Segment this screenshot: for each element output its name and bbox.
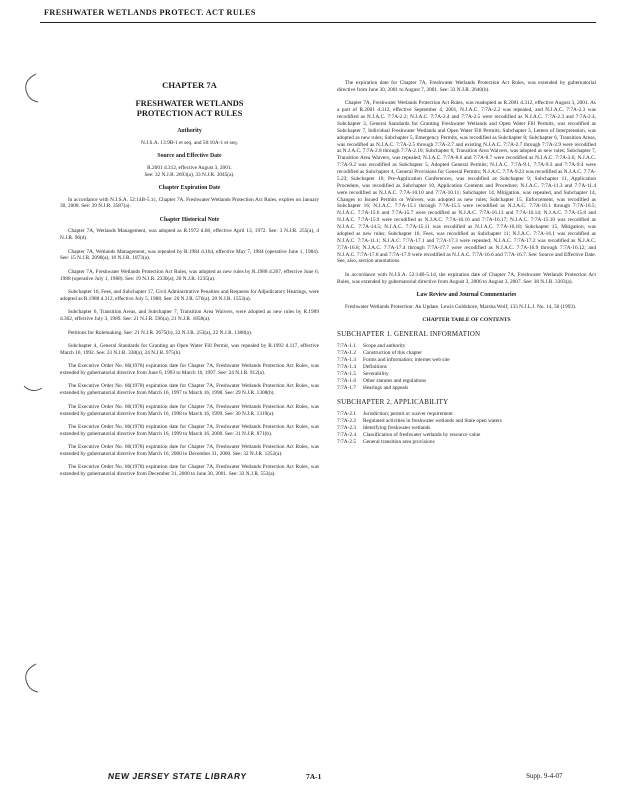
readoption-paragraph: Chapter 7A, Freshwater Wetlands Protection Act Rules, was readopted as R.2001 d.312, effective August 3, 2001. As a part of R.2001 d.312, effective September 4, 2001, N.J.A.C. 7:7A-2.2 was repealed, and N.J.A.C. 7:7A-2.3 was recodified as N.J.A.C. 7:7A-2.2; N.J.A.C. 7:7A-2.4 and 7:7A-2.5 were recodified as N.J.A.C. 7:7A-2.3 and 7:7A-2.4, Subchapter 3, General Standards for Granting Freshwater Wetlands and Open Water Fill Permits, was recodified as Subchapter 7, Individual Freshwater Wetlands and Open Water Fill Permits; Subchapter 3, Letters of Interpretation, was adopted as new rules; Subchapter 5, Emergency Permits, was recodified as Subchapter 8; Subchapter 6, Transition Areas, was recodified as N.J.A.C. 7:7A-2.5 through 7:7A-2.7 and existing N.J.A.C. 7:7A-2.7 through 7:7A-2.9 were recodified as N.J.A.C. 7:7A-2.8 through 7:7A-2.10; Subchapter 6, Transition Area Waivers, was adopted as new rules; Subchapter 7, Transition Area Waivers, was repealed; N.J.A.C. 7:7A-8.6 and 7:7A-8.7 were recodified as N.J.A.C. 7:7A-3.6; N.J.A.C. 7:7A-9.2 was recodified as Subchapter 5, Adopted General Permits; N.J.A.C. 7:7A-9.1, 7:7A-9.3 and 7:7A-9.4 were recodified as Subchapter 4, General Provisions for General Permits; N.J.A.C. 7:7A-9.23 was recodified as N.J.A.C. 7:7A-5.23; Subchapter 10, Pre-Application Conferences, was recodified as Subchapter 9; Subchapter 11, Application Procedure, was recodified as Subchapter 10, Application Contents and Procedure; N.J.A.C. 7:7A-11.3 and 7:7A-11.4 were recodified as N.J.A.C. 7:7A-10.10 and 7:7A-10.11; Subchapter 14, Mitigation, was repealed, and Subchapter 14, Changes to Issued Permits or Waivers, was adopted as new rules; Subchapter 15, Enforcement, was recodified as Subchapter 16; N.J.A.C. 7:7A-15.1 through 7:7A-15.5 were recodified as N.J.A.C. 7:7A-16.1 through 7:7A-16.5; N.J.A.C. 7:7A-15.6 and 7:7A-15.7 were recodified as N.J.A.C. 7:7A-16.13 and 7:7A-16.14; N.J.A.C. 7:7A-15.8 and N.J.A.C. 7:7A-15.9 were recodified as N.J.A.C. 7:7A-16.16 and 7:7A-16.17; N.J.A.C. 7:7A-15.10 was recodified as N.J.A.C. 7:7A-14.5; N.J.A.C. 7:7A-15.11 was recodified as N.J.A.C. 7:7A-16.18; Subchapter 15, Mitigation, was adopted as new rules; Subchapter 16, Fees, was recodified as Subchapter 11; N.J.A.C. 7:7A-16.1 was recodified as N.J.A.C. 7:7A-11.1; N.J.A.C. 7:7A-17.1 and 7:7A-17.3 were repealed; N.J.A.C. 7:7A-17.2 was recodified as N.J.A.C. 7:7A-16.8; N.J.A.C. 7:7A-17.4 through 7:7A-17.7 were recodified as N.J.A.C. 7:7A-16.9 through 7:7A-16.12; and N.J.A.C. 7:7A-17.8 and 7:7A-17.9 were recodified as N.J.A.C. 7:7A-16.6 and 7:7A-16.7. See: Source and Effective Date. See, also, section annotations. bbox=[337, 100, 596, 265]
toc-entry bbox=[337, 432, 596, 439]
toc-section-title: Other statutes and regulations bbox=[363, 378, 427, 385]
punch-mark bbox=[22, 382, 44, 396]
right-column bbox=[337, 80, 596, 446]
history-heading: Chapter Historical Note bbox=[159, 216, 220, 223]
authority-heading: Authority bbox=[177, 128, 202, 135]
expiration-extension-paragraph: The expiration date for Chapter 7A, Freshwater Wetlands Protection Act Rules, was extended by gubernatorial directive from June 30, 2001 to August 7, 2001. See: 33 N.J.R. 2640(b). bbox=[337, 80, 596, 93]
toc-heading: CHAPTER TABLE OF CONTENTS bbox=[422, 316, 511, 323]
header-rule bbox=[40, 22, 596, 23]
toc-section-number: 7:7A-2.3 bbox=[337, 425, 356, 432]
toc-section-title: Forms and information; internet web site bbox=[363, 357, 450, 364]
history-paragraph: The Executive Order No. 66(1978) expiration date for Chapter 7A, Freshwater Wetlands Protection Act Rules, was extended by gubernatorial directive from March 16, 1997 to March 16, 1998. See: 29 N.J.R. 1308(b). bbox=[60, 383, 319, 397]
toc-entry bbox=[337, 371, 596, 378]
toc-section-title: Identifying freshwater wetlands bbox=[363, 425, 431, 432]
toc-entry bbox=[337, 439, 596, 446]
history-paragraph: The Executive Order No. 66(1978) expiration date for Chapter 7A, Freshwater Wetlands Protection Act Rules, was extended by gubernatorial directive from March 16, 1999 to March 16, 2000. See: 31 N.J.R. 871(b). bbox=[60, 423, 319, 437]
history-paragraph: Chapter 7A, Freshwater Wetlands Protection Act Rules, was adopted as new rules by R.1988 d.267, effective June 6, 1988 (operative July 1, 1988). See: 19 N.J.R. 2330(a), 20 N.J.R. 1235(a). bbox=[60, 268, 319, 282]
toc-section-number: 7:7A-1.1 bbox=[337, 343, 356, 350]
history-paragraph: The Executive Order No. 66(1978) expiration date for Chapter 7A, Freshwater Wetlands Protection Act Rules, was extended by gubernatorial directive from March 16, 2000 to December 31, 2000. See: 32 N.J.R. 1252(a). bbox=[60, 444, 319, 458]
supplement-date: Supp. 9-4-07 bbox=[526, 772, 563, 780]
toc-section-title: Hearings and appeals bbox=[363, 385, 409, 392]
authority-text: N.J.S.A. 13:9B-1 et seq. and 58:10A-1 et seq. bbox=[141, 139, 238, 146]
history-paragraph: Subchapter 16, Fees, and Subchapter 17, Civil Administrative Penalties and Requests for Adjudicatory Hearings, were adopted as R.1988 d.312, effective July 5, 1988. See: 20 N.J.R. 576(a), 20 N.J.R. 1553(a). bbox=[60, 289, 319, 302]
extension-paragraph: In accordance with N.J.S.A. 52:14B-5.1d, the expiration date of Chapter 7A, Freshwater Wetlands Protection Act Rules, was extended by gubernatorial directive from August 3, 2006 to August 3, 2007. See: 38 N.J.R. 3303(a). bbox=[337, 271, 596, 285]
toc-section-number: 7:7A-1.4 bbox=[337, 364, 356, 371]
toc-section-number: 7:7A-1.5 bbox=[337, 371, 356, 378]
toc-section-number: 7:7A-2.1 bbox=[337, 411, 356, 418]
chapter-title bbox=[60, 99, 319, 119]
toc-section-number: 7:7A-2.5 bbox=[337, 439, 356, 446]
toc-section-title: Severability bbox=[363, 371, 389, 378]
source-line1: R.2001 d.312, effective August 3, 2001. bbox=[147, 164, 232, 171]
punch-mark bbox=[18, 660, 44, 696]
toc-section-number: 7:7A-1.6 bbox=[337, 378, 356, 385]
chapter-title-line1: FRESHWATER WETLANDS bbox=[135, 99, 244, 109]
law-review-heading: Law Review and Journal Commentaries bbox=[416, 292, 517, 298]
chapter-number: CHAPTER 7A bbox=[162, 80, 217, 90]
page-number: 7A-1 bbox=[306, 772, 322, 781]
toc-section-title: Jurisdiction; permit or waiver requirement bbox=[363, 411, 453, 418]
toc-section-title: Construction of this chapter bbox=[363, 350, 422, 357]
running-header: FRESHWATER WETLANDS PROTECT. ACT RULES bbox=[44, 8, 256, 17]
expiration-text: In accordance with N.J.S.A. 52:14B-5.1c, Chapter 7A, Freshwater Wetlands Protection Act Rules, expires on January 30, 2008. See: 39 N.J.R. 3587(a). bbox=[60, 196, 319, 210]
subchapter-1-heading: SUBCHAPTER 1. GENERAL INFORMATION bbox=[337, 330, 481, 339]
toc-section-title: Scope and authority bbox=[363, 343, 406, 350]
chapter-title-line2: PROTECTION ACT RULES bbox=[136, 109, 243, 119]
left-column bbox=[60, 80, 319, 485]
history-paragraph: Chapter 7A, Wetlands Management, was repealed by R.1984 d.164, effective May 7, 1984 (operative June 1, 1984). See: 15 N.J.R. 2090(a), 16 N.J.R. 1073(a). bbox=[60, 248, 319, 262]
subchapter-2-heading: SUBCHAPTER 2. APPLICABILITY bbox=[337, 398, 449, 407]
history-paragraph: Chapter 7A, Wetlands Management, was adopted as R.1972 d.68, effective April 13, 1972. See: 3 N.J.R. 255(a), 4 N.J.R. 96(d). bbox=[60, 228, 319, 242]
history-paragraph: Subchapter 6, Transition Areas, and Subchapter 7, Transition Area Waivers, were adopted as new rules by R.1989 d.362, effective July 3, 1989. See: 21 N.J.R. 596(a), 21 N.J.R. 1858(a). bbox=[60, 309, 319, 323]
toc-entry bbox=[337, 385, 596, 392]
toc-section-number: 7:7A-1.2 bbox=[337, 350, 356, 357]
history-paragraph: The Executive Order No. 66(1978) expiration date for Chapter 7A, Freshwater Wetlands Protection Act Rules, was extended by gubernatorial directive from December 31, 2000 to June 30, 2001. See: 33 N.J.R. 553(a). bbox=[60, 464, 319, 478]
expiration-heading: Chapter Expiration Date bbox=[158, 185, 221, 192]
toc-entry bbox=[337, 378, 596, 385]
history-paragraph: Subchapter 4, General Standards for Granting an Open Water Fill Permit, was repealed by R.1992 d.117, effective March 16, 1992. See: 23 N.J.R. 338(a), 24 N.J.R. 975(b). bbox=[60, 342, 319, 356]
punch-mark bbox=[18, 70, 44, 106]
library-stamp: NEW JERSEY STATE LIBRARY bbox=[107, 771, 248, 781]
toc-entry bbox=[337, 364, 596, 371]
history-paragraph: Petitions for Rulemaking. See: 21 N.J.R. 2675(b), 22 N.J.R. 253(a), 22 N.J.R. 1388(a). bbox=[68, 329, 253, 336]
toc-section-title: Regulated activities in freshwater wetlands and State open waters bbox=[363, 418, 502, 425]
source-heading: Source and Effective Date bbox=[157, 153, 222, 160]
toc-section-number: 7:7A-1.7 bbox=[337, 385, 356, 392]
law-review-text: Freshwater Wetlands Protection: An Update. Lewis Goldshore, Marsha Wolf, 133 N.J.L.J. No. 14, 56 (1993). bbox=[345, 303, 577, 310]
history-paragraph: The Executive Order No. 66(1978) expiration date for Chapter 7A, Freshwater Wetlands Protection Act Rules, was extended by gubernatorial directive from June 6, 1993 to March 16, 1997. See: 24 N.J.R. 912(a). bbox=[60, 363, 319, 377]
history-paragraph: The Executive Order No. 66(1978) expiration date for Chapter 7A, Freshwater Wetlands Protection Act Rules, was extended by gubernatorial directive from March 16, 1998 to March 16, 1999. See: 30 N.J.R. 1319(a). bbox=[60, 403, 319, 417]
toc-section-number: 7:7A-2.4 bbox=[337, 432, 356, 439]
toc-section-number: 7:7A-2.2 bbox=[337, 418, 356, 425]
toc-section-title: Definitions bbox=[363, 364, 387, 371]
toc-section-number: 7:7A-1.3 bbox=[337, 357, 356, 364]
toc-section-title: General transition area provisions bbox=[363, 439, 435, 446]
toc-section-title: Classification of freshwater wetlands by resource value bbox=[363, 432, 481, 439]
toc-list-2 bbox=[337, 411, 596, 446]
toc-list-1 bbox=[337, 343, 596, 392]
source-line2: See: 32 N.J.R. 2693(a), 33 N.J.R. 3045(a). bbox=[144, 171, 235, 178]
